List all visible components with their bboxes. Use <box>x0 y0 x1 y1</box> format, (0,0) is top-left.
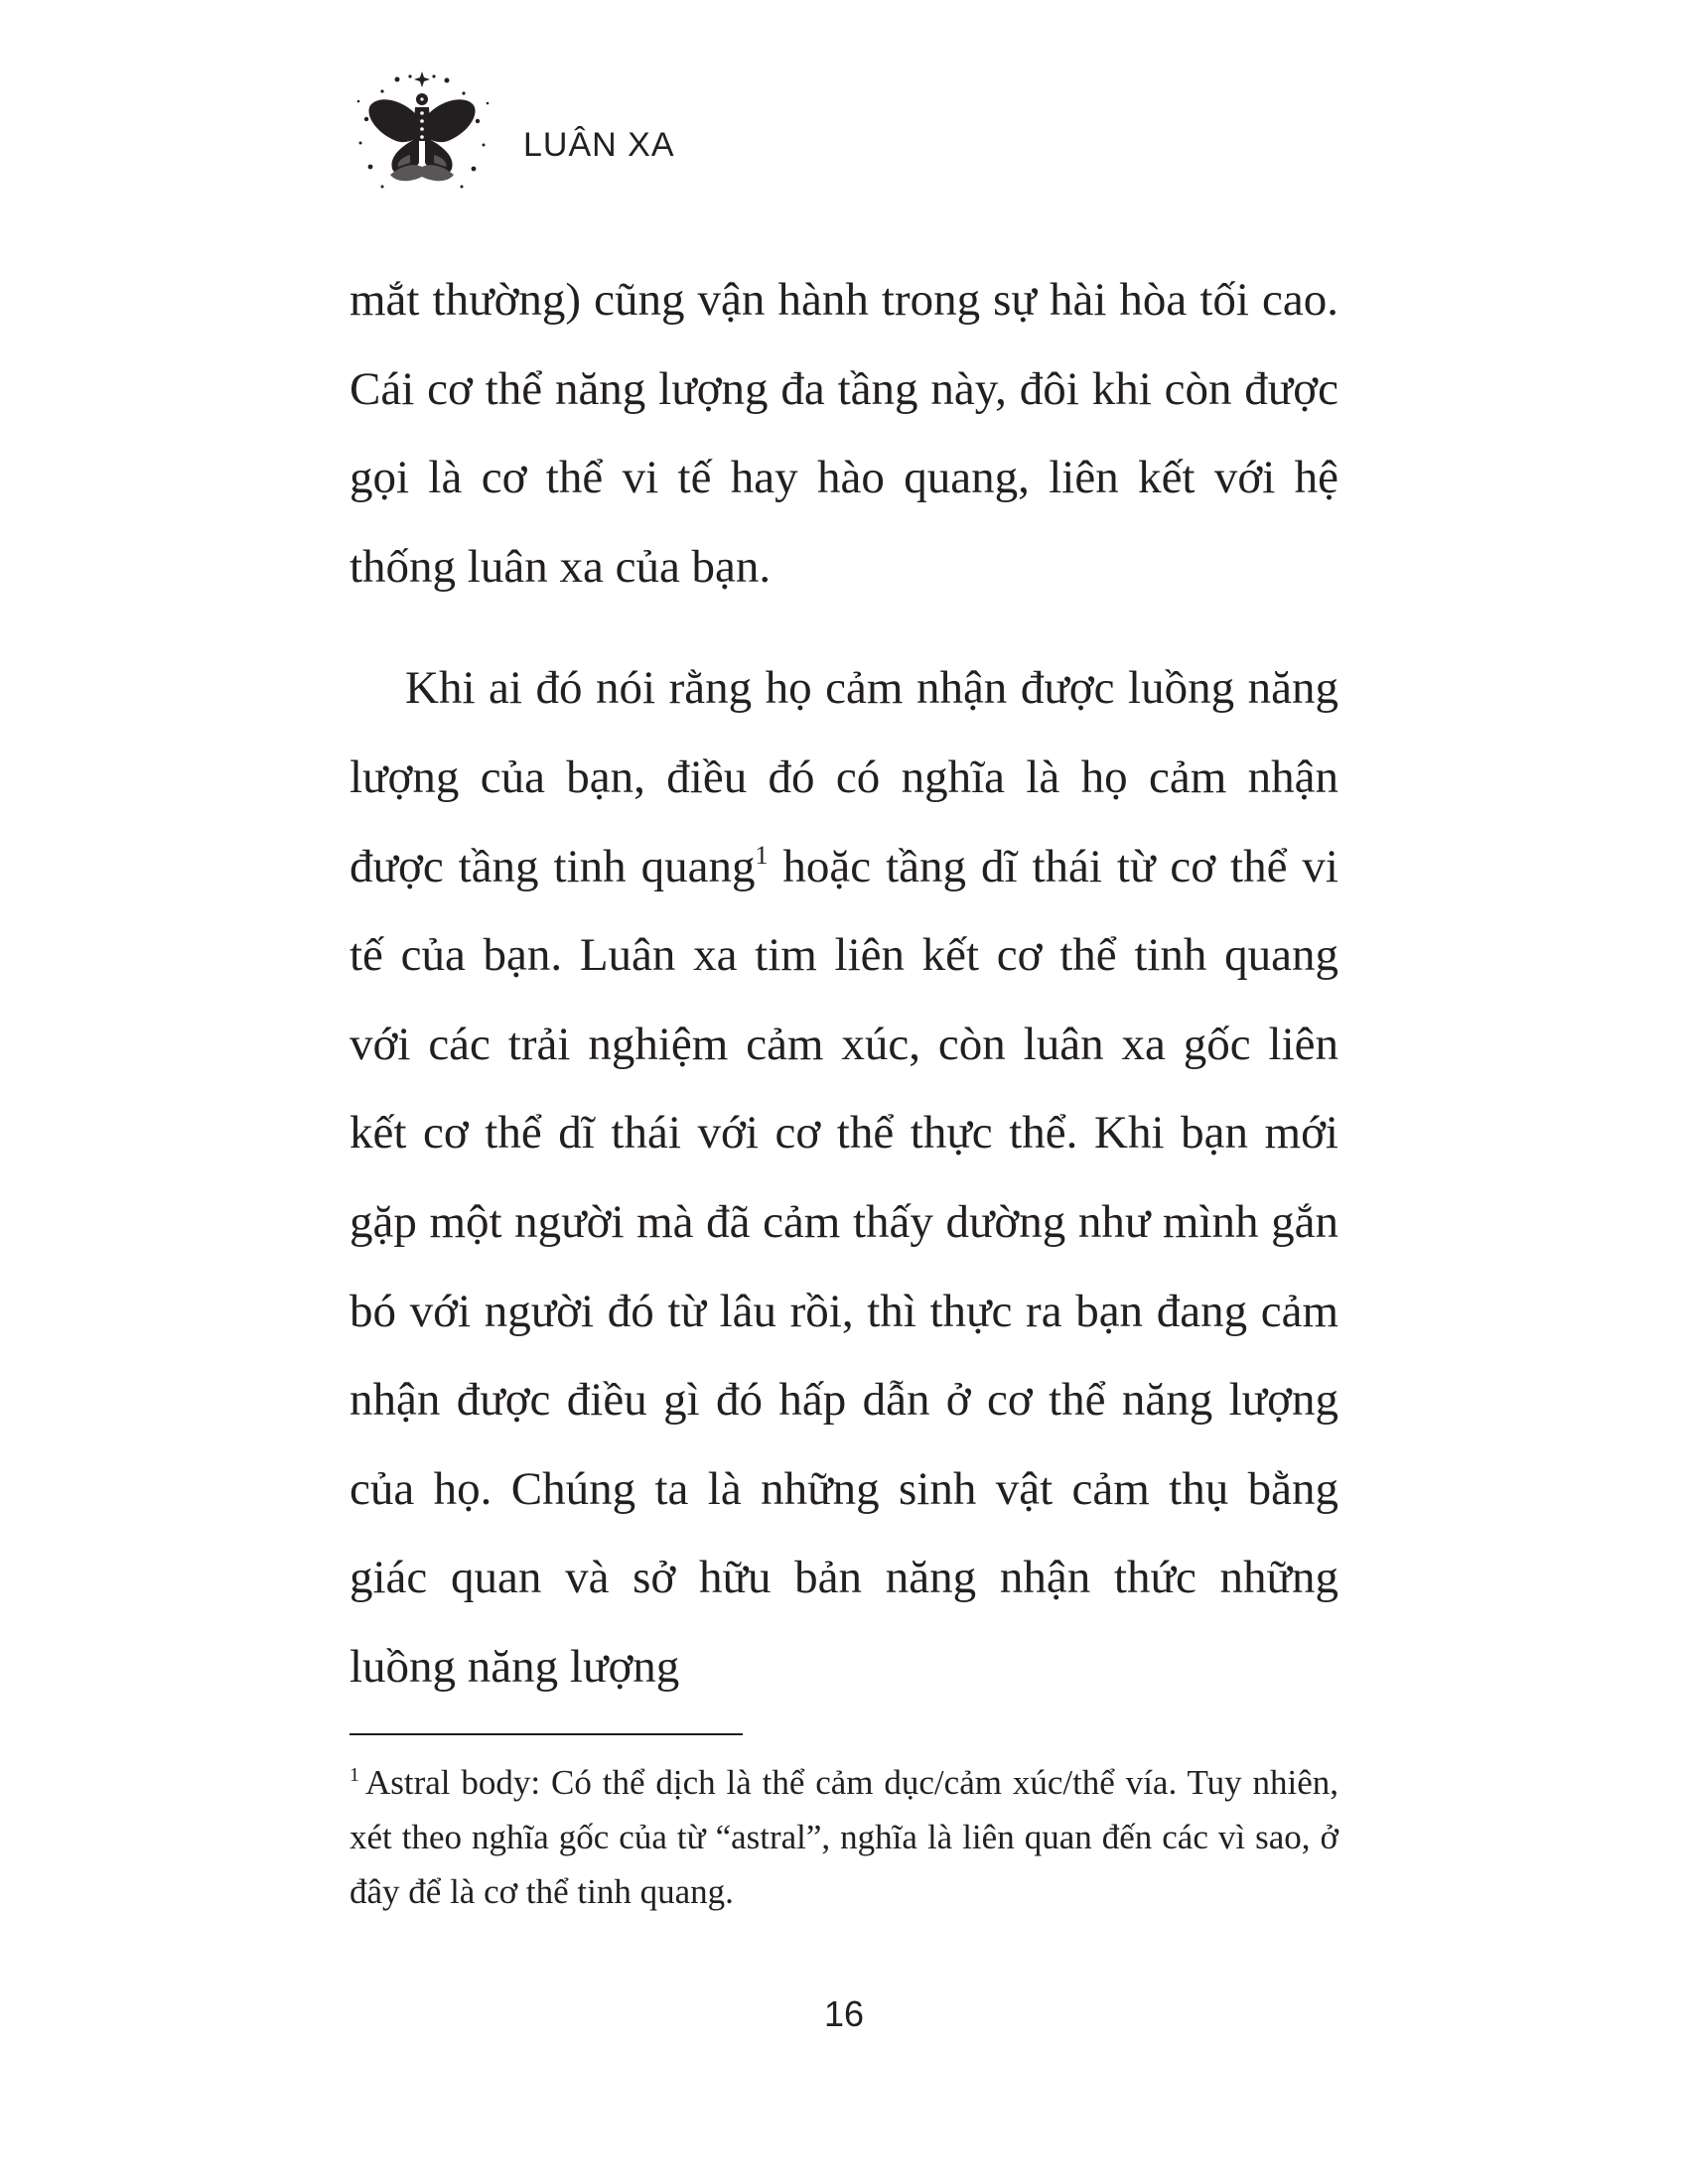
page-number: 16 <box>823 1993 865 2034</box>
running-title: LUÂN XA <box>523 125 675 164</box>
paragraph: mắt thường) cũng vận hành trong sự hài hòa tối cao. Cái cơ thể năng lượng đa tầng này, đôi khi còn được gọi là cơ thể vi tế hay hào quang, liên kết với hệ thống luân xa của bạn. <box>350 274 1338 593</box>
footnote-reference: 1 <box>755 840 769 870</box>
paragraph <box>350 644 1338 1711</box>
paragraph-text: Khi ai đó nói rằng họ cảm nhận được luồng năng lượng của bạn, điều đó có nghĩa là họ cảm nhận được tầng tinh quang <box>350 662 1338 892</box>
footnote-text: Astral body: Có thể dịch là thể cảm dục/cảm xúc/thể vía. Tuy nhiên, xét theo nghĩa gốc của từ “astral”, nghĩa là liên quan đến các vì sao, ở đây để là cơ thể tinh quang. <box>350 1763 1338 1911</box>
footnote-marker: 1 <box>350 1764 359 1786</box>
paragraph-text: hoặc tầng dĩ thái từ cơ thể vi tế của bạn. Luân xa tim liên kết cơ thể tinh quang với các trải nghiệm cảm xúc, còn luân xa gốc liên kết cơ thể dĩ thái với cơ thể thực thể. Khi bạn mới gặp một người mà đã cảm thấy dường như mình gắn bó với người đó từ lâu rồi, thì thực ra bạn đang cảm nhận được điều gì đó hấp dẫn ở cơ thể năng lượng của họ. Chúng ta là những sinh vật cảm thụ bằng giác quan và sở hữu bản năng nhận thức những luồng năng lượng <box>350 840 1338 1693</box>
main-text <box>350 256 1338 1712</box>
page-header <box>352 71 675 201</box>
butterfly-meditation-logo-icon <box>352 71 492 201</box>
footnote <box>350 1755 1338 1919</box>
footnote-divider <box>350 1733 743 1735</box>
